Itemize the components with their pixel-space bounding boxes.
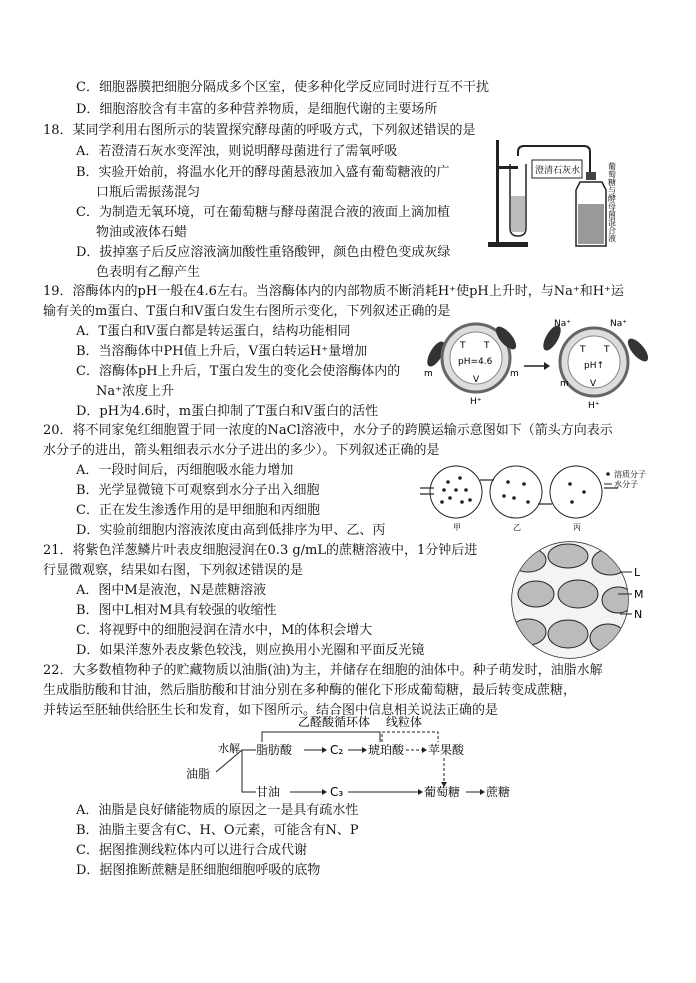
- q19-stem-line2: 输有关的m蛋白、T蛋白和V蛋白发生右图所示变化，下列叙述正确的是: [43, 304, 451, 319]
- q18-apparatus-figure: [488, 136, 656, 256]
- option-d-prev: D．细胞溶胶含有丰富的多种营养物质，是细胞代谢的主要场所: [76, 102, 438, 117]
- svg-text:H⁺: H⁺: [470, 397, 482, 407]
- q19-option-c-cont: Na⁺浓度上升: [96, 384, 174, 399]
- svg-text:Na⁺: Na⁺: [554, 319, 571, 329]
- q21-stem-line2: 行显微观察，结果如右图，下列叙述错误的是: [43, 563, 304, 578]
- q22-option-a: A．油脂是良好储能物质的原因之一是具有疏水性: [76, 803, 359, 818]
- svg-text:T: T: [580, 345, 586, 355]
- q19-option-d: D．pH为4.6时，m蛋白抑制了T蛋白和V蛋白的活性: [76, 404, 379, 419]
- q22-stem-line1: 22．大多数植物种子的贮藏物质以油脂(油)为主，并储存在细胞的油体中。种子萌发时，油脂水解: [43, 663, 603, 678]
- svg-text:线粒体: 线粒体: [386, 715, 423, 729]
- q20-option-c: C．正在发生渗透作用的是甲细胞和丙细胞: [76, 503, 320, 518]
- q20-option-d: D．实验前细胞内溶液浓度由高到低排序为甲、乙、丙: [76, 523, 386, 538]
- svg-text:T: T: [484, 341, 490, 351]
- svg-text:脂肪酸: 脂肪酸: [256, 743, 293, 757]
- svg-text:丙: 丙: [573, 523, 581, 532]
- svg-text:m: m: [510, 369, 519, 379]
- q18-option-d-cont: 色表明有乙醇产生: [96, 265, 201, 280]
- svg-text:葡萄糖: 葡萄糖: [424, 785, 461, 799]
- q20-option-b: B．光学显微镜下可观察到水分子出入细胞: [76, 483, 320, 498]
- svg-text:T: T: [460, 341, 466, 351]
- svg-text:V: V: [473, 375, 480, 385]
- q21-option-c: C．将视野中的细胞浸润在清水中，M的体积会增大: [76, 623, 373, 638]
- svg-text:苹果酸: 苹果酸: [428, 743, 465, 757]
- q18-option-b: B．实验开始前，将温水化开的酵母菌悬液加入盛有葡萄糖液的广: [76, 165, 450, 180]
- q21-option-b: B．图中L相对M具有较强的收缩性: [76, 603, 277, 618]
- q21-option-a: A．图中M是液泡，N是蔗糖溶液: [76, 583, 267, 598]
- svg-text:琥珀酸: 琥珀酸: [368, 743, 405, 757]
- option-c-prev: C．细胞器膜把细胞分隔成多个区室，使多种化学反应同时进行互不干扰: [76, 80, 489, 95]
- q18-option-c: C．为制造无氧环境，可在葡萄糖与酵母菌混合液的液面上滴加植: [76, 205, 450, 220]
- q22-stem-line3: 并转运至胚轴供给胚生长和发育，如下图所示。结合图中信息相关说法正确的是: [43, 703, 499, 718]
- q20-stem-line2: 水分子的进出，箭头粗细表示水分子进出的多少）。下列叙述正确的是: [43, 443, 440, 458]
- q19-stem-line1: 19．溶酶体内的pH一般在4.6左右。当溶酶体内的内部物质不断消耗H⁺使pH上升时，与Na⁺和H⁺运: [43, 284, 624, 299]
- svg-text:甘油: 甘油: [256, 785, 281, 799]
- svg-text:油脂: 油脂: [186, 767, 211, 781]
- svg-text:H⁺: H⁺: [588, 401, 600, 410]
- q22-option-c: C．据图推测线粒体内可以进行合成代谢: [76, 843, 307, 858]
- svg-text:甲: 甲: [453, 523, 461, 532]
- svg-text:m: m: [424, 369, 433, 379]
- q21-option-d: D．如果洋葱外表皮紫色较浅，则应换用小光圈和平面反光镜: [76, 643, 425, 658]
- q20-stem-line1: 20．将不同家兔红细胞置于同一浓度的NaCl溶液中，水分子的跨膜运输示意图如下（箭头方向表示: [43, 423, 613, 438]
- q22-option-d: D．据图推断蔗糖是胚细胞细胞呼吸的底物: [76, 863, 321, 878]
- q22-option-b: B．油脂主要含有C、H、O元素，可能含有N、P: [76, 823, 359, 838]
- q20-cells-figure: [420, 462, 656, 532]
- q18-option-d: D．拔掉塞子后反应溶液滴加酸性重铬酸钾，颜色由橙色变成灰绿: [76, 245, 451, 260]
- svg-text:V: V: [590, 379, 597, 389]
- svg-text:C₂: C₂: [330, 743, 344, 757]
- svg-text:pH=4.6: pH=4.6: [458, 357, 493, 367]
- svg-text:水解: 水解: [218, 742, 240, 755]
- svg-text:m: m: [560, 379, 569, 389]
- q18-option-c-cont: 物油或液体石蜡: [96, 225, 188, 240]
- svg-text:T: T: [604, 345, 610, 355]
- tube-label: 澄清石灰水: [535, 166, 581, 176]
- svg-text:水分子: 水分子: [614, 480, 638, 489]
- svg-text:蔗糖: 蔗糖: [486, 785, 511, 799]
- q21-micrograph-figure: [508, 538, 658, 664]
- q19-option-c: C．溶酶体pH上升后，T蛋白发生的变化会使溶酶体内的: [76, 364, 401, 379]
- q19-option-b: B．当溶酶体中PH值上升后，V蛋白转运H⁺量增加: [76, 344, 368, 359]
- svg-text:溶质分子: 溶质分子: [614, 470, 646, 479]
- q22-pathway-figure: [186, 712, 526, 804]
- q21-stem-line1: 21．将紫色洋葱鳞片叶表皮细胞浸润在0.3 g/mL的蔗糖溶液中，1分钟后进: [43, 543, 478, 558]
- svg-text:乙醛酸循环体: 乙醛酸循环体: [298, 715, 371, 729]
- q20-option-a: A．一段时间后，丙细胞吸水能力增加: [76, 463, 294, 478]
- svg-text:Na⁺: Na⁺: [610, 319, 627, 329]
- bottle-label: 葡萄糖与酵母菌混合液: [607, 162, 617, 242]
- svg-text:pH↑: pH↑: [584, 361, 605, 371]
- q18-stem: 18．某同学利用右图所示的装置探究酵母菌的呼吸方式，下列叙述错误的是: [43, 123, 476, 138]
- q22-stem-line2: 生成脂肪酸和甘油，然后脂肪酸和甘油分别在多种酶的催化下形成葡萄糖，最后转变成蔗糖，: [43, 683, 577, 698]
- svg-text:C₃: C₃: [330, 785, 344, 799]
- svg-text:M: M: [634, 588, 644, 601]
- svg-text:L: L: [634, 566, 641, 579]
- svg-text:N: N: [634, 608, 643, 621]
- q18-option-a: A．若澄清石灰水变浑浊，则说明酵母菌进行了需氧呼吸: [76, 144, 398, 159]
- svg-text:乙: 乙: [513, 523, 521, 532]
- q18-option-b-cont: 口瓶后需振荡混匀: [96, 185, 201, 200]
- q19-lysosome-figure: [420, 316, 656, 410]
- q19-option-a: A．T蛋白和V蛋白都是转运蛋白，结构功能相同: [76, 324, 351, 339]
